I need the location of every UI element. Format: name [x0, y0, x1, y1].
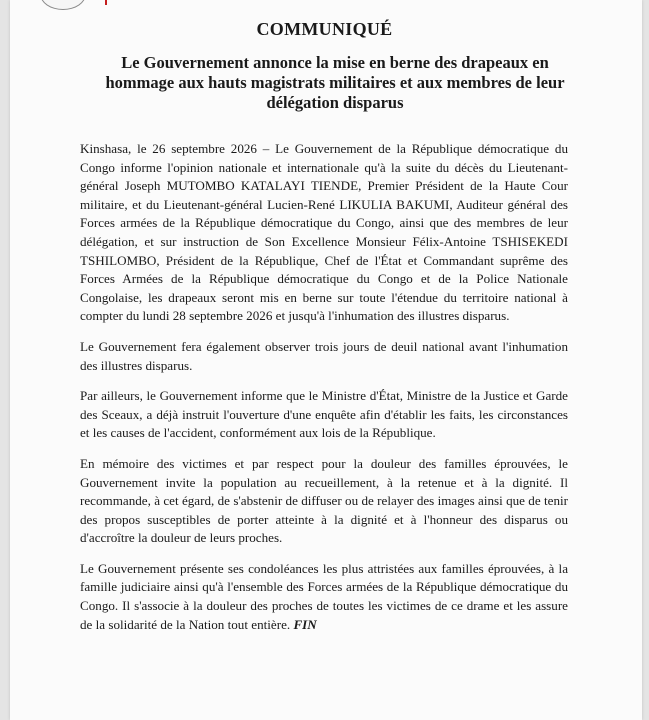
- official-seal-icon: [40, 0, 86, 10]
- paragraph: Le Gouvernement fera également observer trois jours de deuil national avant l'inhumation des illustres disparus.: [80, 338, 568, 373]
- paragraph: En mémoire des victimes et par respect pour la douleur des familles éprouvées, le Gouvernement invite la population au recueillement, à la retenue et à la dignité. Il recommande, à cet égard, de s'abstenir de diffuser ou de relayer des images ainsi que de tenir des propos susceptibles de porter atteinte à la dignité et à l'honneur des disparus ou d'accroître la douleur de leurs proches.: [80, 455, 568, 546]
- document-body: [80, 140, 568, 646]
- paragraph: Par ailleurs, le Gouvernement informe que le Ministre d'État, Ministre de la Justice et Garde des Sceaux, a déjà instruit l'ouverture d'une enquête afin d'établir les faits, les circonstances et les causes de l'accident, conformément aux lois de la République.: [80, 388, 568, 441]
- paragraph-text: Le Gouvernement présente ses condoléances les plus attristées aux familles éprouvées, à la famille judiciaire ainsi qu'à l'ensemble des Forces armées de la République démocratique du Congo. Il s'associe à la douleur des proches de toutes les victimes de ce drame et les assure de la solidarité de la Nation tout entière.: [80, 560, 568, 632]
- paragraph: Kinshasa, le 26 septembre 2026 – Le Gouvernement de la République démocratique du Congo informe l'opinion nationale et internationale qu'à la suite du décès du Lieutenant-général Joseph MUTOMBO KATALAYI TIENDE, Premier Président de la Haute Cour militaire, et du Lieutenant-général Lucien-René LIKULIA BAKUMI, Auditeur général des Forces armées de la République démocratique du Congo, ainsi que des membres de leur délégation, et sur instruction de Son Excellence Monsieur Félix-Antoine TSHISEKEDI TSHILOMBO, Président de la République, Chef de l'État et Commandant suprême des Forces Armées de la République démocratique du Congo et de la Police Nationale Congolaise, les drapeaux seront mis en berne sur toute l'étendue du territoire national à compter du lundi 28 septembre 2026 et jusqu'à l'inhumation des illustres disparus.: [80, 141, 568, 324]
- red-mark-icon: [105, 0, 107, 5]
- document-title: COMMUNIQUÉ: [256, 19, 393, 39]
- closing-mark: FIN: [293, 616, 317, 632]
- document-headline: Le Gouvernement annonce la mise en berne des drapeaux en hommage aux hauts magistrats militaires et aux membres de leur délégation disparus: [105, 53, 565, 112]
- paragraph: [80, 560, 568, 634]
